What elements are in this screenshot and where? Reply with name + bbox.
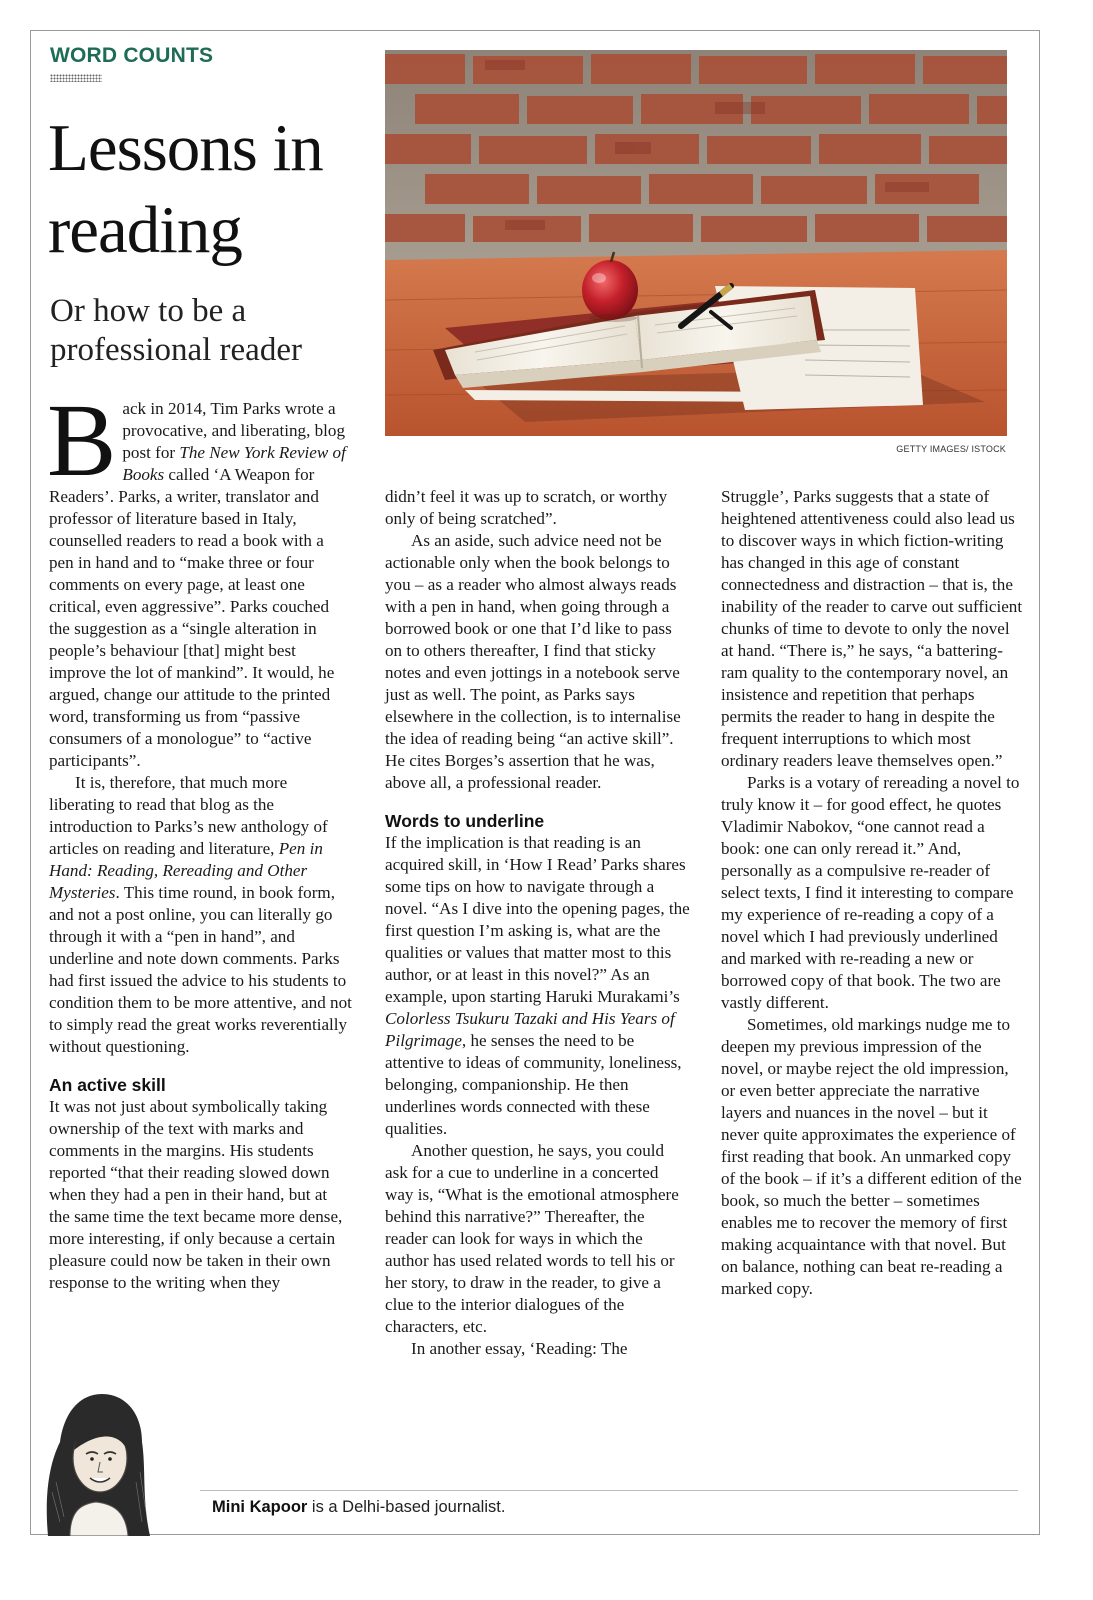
article-column-3 [721, 486, 1023, 1300]
paragraph: Back in 2014, Tim Parks wrote a provocative, and liberating, blog post for The New York Review of Books called ‘A Weapon for Readers’. Parks, a writer, translator and professor of literature based in Italy, counselled readers to read a book with a pen in hand and to “make three or four comments on every page, at least one critical, even aggressive”. Parks couched the suggestion as a “single alteration in people’s behaviour [that] might best improve the lot of mankind”. It would, he argued, change our attitude to the printed word, transforming us from “passive consumers of a monologue” to “active participants”. [47, 383, 346, 770]
paragraph: didn’t feel it was up to scratch, or worthy only of being scratched”. [385, 487, 668, 528]
deck: Or how to be a professional reader [50, 293, 302, 368]
paragraph: Another question, he says, you could ask for a cue to underline in a concerted way is, “What is the emotional atmosphere behind this narrative?” Thereafter, the reader can look for ways in which the author has used related words to tell his or her story, to draw in the reader, to give a clue to the interior dialogues of the characters, etc. [385, 1141, 679, 1336]
subhead-words-to-underline: Words to underline [385, 811, 545, 831]
subhead-active-skill: An active skill [49, 1075, 166, 1095]
article-photo [385, 50, 1007, 436]
paragraph: In another essay, ‘Reading: The [411, 1339, 628, 1358]
article-column-1 [47, 383, 352, 1294]
paragraph: Sometimes, old markings nudge me to deepen my previous impression of the novel, or maybe reject the old impression, or even better appreciate the narrative layers and nuances in the novel – but it never quite approximates the experience of first reading that book. An unmarked copy of the book – if it’s a different edition of the book, so much the better – sometimes enables me to recover the memory of first making acquaintance with that novel. But on balance, nothing can beat re-reading a marked copy. [721, 1015, 1022, 1298]
author-name: Mini Kapoor [212, 1498, 308, 1516]
headline: Lessons in reading [48, 111, 323, 267]
paragraph: It is, therefore, that much more liberating to read that blog as the introduction to Parks’s new anthology of articles on reading and literature, Pen in Hand: Reading, Rereading and Other Mysteries. This time round, in book form, and not a post online, you can literally go through it with a “pen in hand”, and underline and note down comments. Parks had first issued the advice to his students to condition them to be more attentive, and not to simply read the great works reverentially without questioning. [49, 773, 352, 1056]
paragraph: If the implication is that reading is an acquired skill, in ‘How I Read’ Parks shares some tips on how to navigate through a novel. “As I dive into the opening pages, the first question I’m asking is, what are the qualities or values that matter most to this author, or at least in this novel?” As an example, upon starting Haruki Murakami’s Colorless Tsukuru Tazaki and His Years of Pilgrimage, he senses the need to be attentive to ideas of community, loneliness, belonging, companionship. He then underlines words connected with these qualities. [385, 833, 690, 1138]
author-portrait [30, 1372, 160, 1536]
photo-credit: GETTY IMAGES/ ISTOCK [896, 444, 1006, 454]
drop-cap: B [47, 383, 117, 498]
bio-rule [200, 1490, 1018, 1491]
paragraph: Struggle’, Parks suggests that a state of heightened attentiveness could also lead us to discover ways in which fiction-writing has changed in this age of constant connectedness and distraction – that is, the inability of the reader to carve out sufficient chunks of time to devote to only the novel at hand. “There is,” he says, “a battering-ram quality to the contemporary novel, an insistence and repetition that perhaps permits the reader to hang in despite the frequent interruptions to which most ordinary readers leave themselves open.” [721, 487, 1023, 770]
section-kicker: WORD COUNTS [50, 44, 214, 67]
author-bio: Mini Kapoor is a Delhi-based journalist. [212, 1498, 506, 1516]
paragraph: Parks is a votary of rereading a novel to truly know it – for good effect, he quotes Vladimir Nabokov, “one cannot read a book: one can only reread it.” And, personally as a compulsive re-reader of select texts, I find it interesting to compare my experience of re-reading a copy of a novel which I had previously underlined and marked with re-reading a new or borrowed copy of that book. The two are vastly different. [721, 773, 1020, 1012]
paragraph: As an aside, such advice need not be actionable only when the book belongs to you – as a reader who almost always reads with a pen in hand, when going through a borrowed book or one that I’d like to pass on to others thereafter, I find that sticky notes and even jottings in a notebook serve just as well. The point, as Parks says elsewhere in the collection, is to internalise the idea of reading being “an active skill”. He cites Borges’s assertion that he was, above all, a professional reader. [385, 531, 681, 792]
article-column-2 [385, 486, 690, 1360]
paragraph: It was not just about symbolically taking ownership of the text with marks and comments in the margins. His students reported “that their reading slowed down when they had a pen in their hand, but at the same time the text became more dense, more interesting, if only because a certain pleasure could now be taken in their own response to the writing when they [49, 1097, 343, 1292]
kicker-dots [50, 74, 102, 82]
